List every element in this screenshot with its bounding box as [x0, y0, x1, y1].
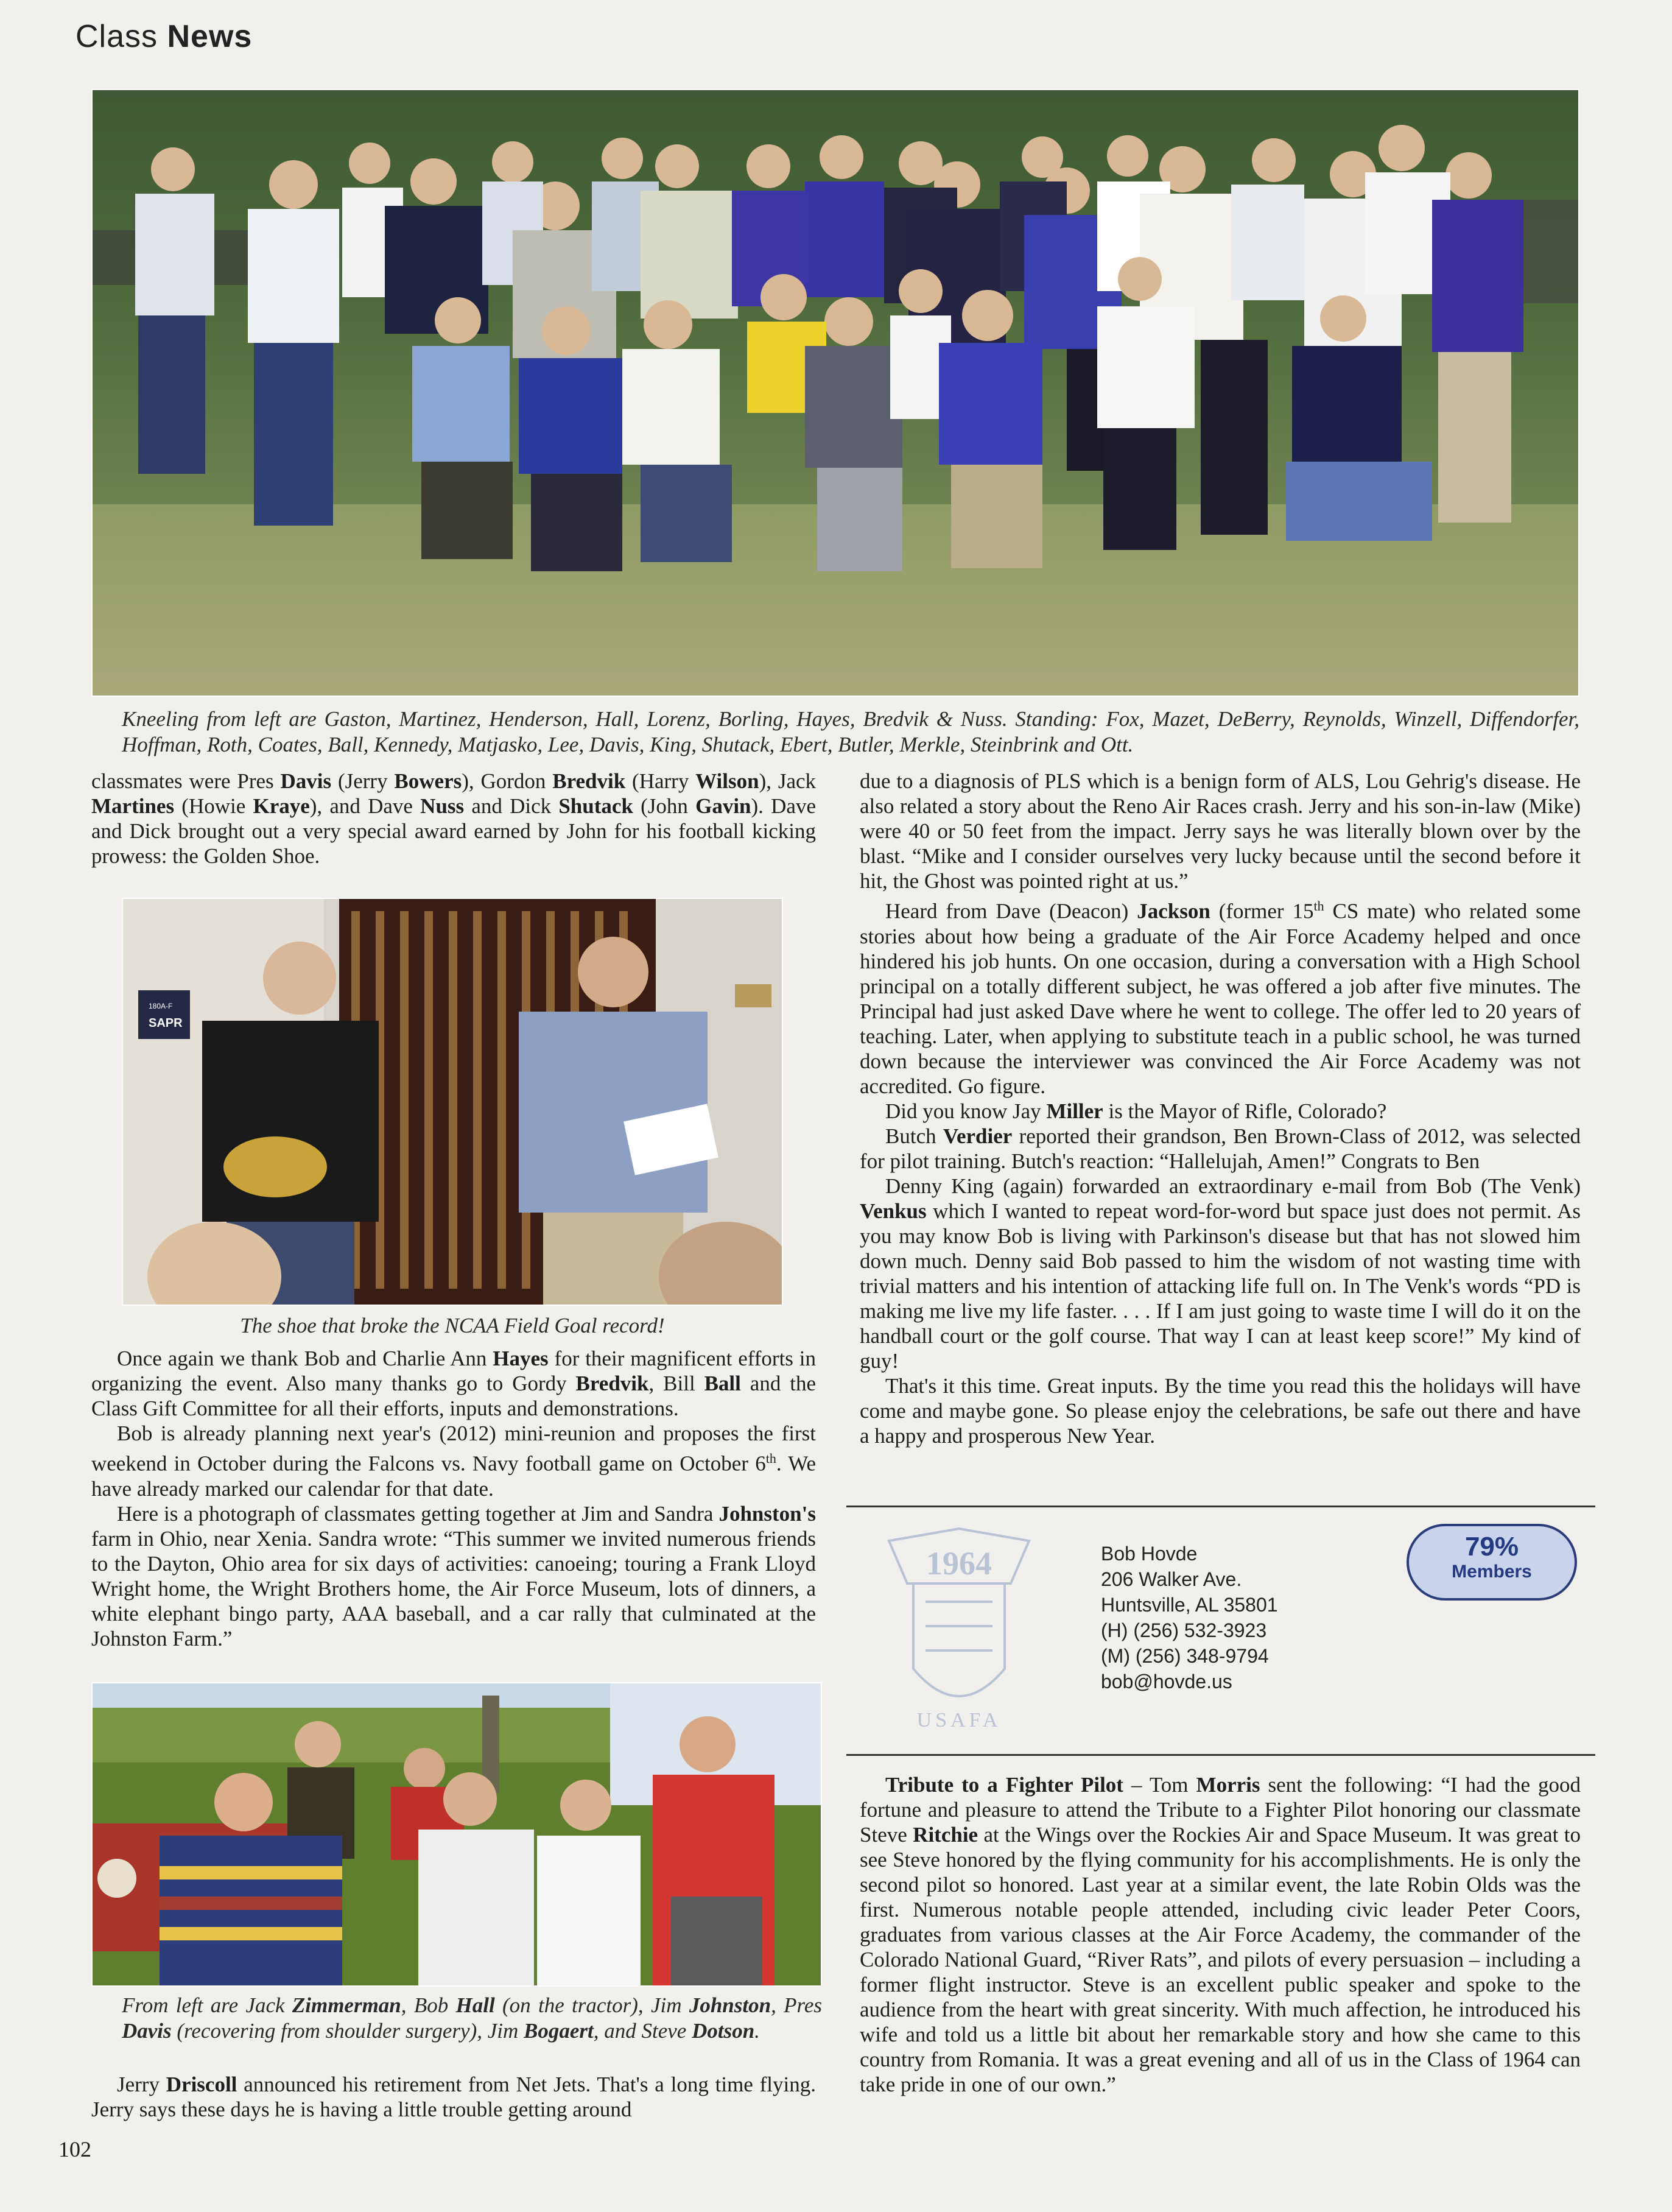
crest-letters: USAFA [916, 1709, 1002, 1731]
left-column-middle [91, 1346, 816, 1651]
crest-year: 1964 [926, 1545, 992, 1582]
paragraph-closing: That's it this time. Great inputs. By the time you read this the holidays will have come and maybe gone. So please enjoy the celebrations, be safe out there and have a happy and prosperous New Year. [860, 1373, 1581, 1448]
paragraph-venkus: Denny King (again) forwarded an extraordinary e-mail from Bob (The Venk) Venkus which I wanted to repeat word-for-word but space just does not permit. As you may know Bob is living with Parkinson's disease but that has not slowed him down much. Denny said Bob passed to him the wisdom of not wasting time with trivial matters and his intention of attacking life full on. In The Venk's words “PD is making me live my life faster. . . . If I am just going to waste time I will do it on the handball court or the golf course. That way I can at least keep score!” My kind of guy! [860, 1174, 1581, 1373]
farm-photo-illustration [93, 1683, 822, 1987]
contact-mobile-phone[interactable]: (M) (256) 348-9794 [1101, 1645, 1269, 1667]
right-column-tribute [860, 1772, 1581, 2097]
contact-top-rule [846, 1506, 1595, 1507]
group-photo-caption: Kneeling from left are Gaston, Martinez, Henderson, Hall, Lorenz, Borling, Hayes, Bredvik & Nuss. Standing: Fox, Mazet, DeBerry, Reynolds, Winzell, Diffendorfer, Hoffman, Roth, Coates, Ball, Kennedy, Matjasko, Lee, Davis, King, Shutack, Ebert, Butler, Merkle, Steinbrink and Ott. [122, 707, 1579, 756]
left-column-bottom [91, 2072, 816, 2122]
paragraph-driscoll: Jerry Driscoll announced his retirement from Net Jets. That's a long time flying. Jerry says these days he is having a little trouble getting around [91, 2073, 816, 2121]
paragraph-next-reunion: Bob is already planning next year's (2012) mini-reunion and proposes the first weekend in October during the Falcons vs. Navy football game on October 6th. We have already marked our calendar for that date. [91, 1421, 816, 1501]
paragraph-thanks: Once again we thank Bob and Charlie Ann Hayes for their magnificent efforts in organizing the event. Also many thanks go to Gordy Bredvik, Bill Ball and the Class Gift Committee for all their efforts, inputs and demonstrations. [91, 1347, 817, 1420]
members-badge [1407, 1524, 1577, 1601]
contact-street: 206 Walker Ave. [1101, 1568, 1242, 1590]
paragraph-miller: Did you know Jay Miller is the Mayor of Rifle, Colorado? [885, 1099, 1387, 1123]
right-column-top [860, 769, 1581, 1448]
section-header [76, 18, 252, 55]
paragraph-classmates: classmates were Pres Davis (Jerry Bowers), Gordon Bredvik (Harry Wilson), Jack Martines (Howie Kraye), and Dave Nuss and Dick Shutack (John Gavin). Dave and Dick brought out a very special award earned by John for his football kicking prowess: the Golden Shoe. [91, 769, 817, 868]
section-header-class: Class [76, 19, 158, 54]
golden-shoe-illustration [123, 899, 783, 1306]
page-number: 102 [58, 2137, 91, 2161]
paragraph-jackson: Heard from Dave (Deacon) Jackson (former 15th CS mate) who related some stories about how being a graduate of the Air Force Academy helped and once hindered his job hunts. On one occasion, during a conversation with a High School principal on a totally different subject, he was offered a job after five minutes. The Principal had just asked Dave where he went to college. The offer led to 20 years of teaching. Later, when applying to substitute teach in a public school, he was turned down because the interviewer was convinced the Air Force Academy was not accredited. Go figure. [860, 898, 1581, 1098]
paragraph-pls: due to a diagnosis of PLS which is a benign form of ALS, Lou Gehrig's disease. He also related a story about the Reno Air Races crash. Jerry and his son-in-law (Mike) were 40 or 50 feet from the impact. Jerry says he was literally blown over by the blast. “Mike and I consider ourselves very lucky because until the second before it hit, the Ghost was pointed right at us.” [860, 769, 1581, 893]
farm-photo [91, 1682, 822, 1987]
contact-email[interactable]: bob@hovde.us [1101, 1671, 1232, 1692]
left-column-top [91, 769, 816, 868]
contact-home-phone[interactable]: (H) (256) 532-3923 [1101, 1619, 1267, 1641]
class-crest [877, 1516, 1041, 1736]
contact-info [1101, 1541, 1357, 1694]
farm-photo-caption: From left are Jack Zimmerman, Bob Hall (on the tractor), Jim Johnston, Pres Davis (recovering from shoulder surgery), Jim Bogaert, and Steve Dotson. [122, 1993, 822, 2043]
sign-line1: 180A-F [149, 1002, 173, 1010]
group-photo-illustration [93, 90, 1579, 697]
members-percent: 79% [1464, 1532, 1519, 1562]
paragraph-tribute: Tribute to a Fighter Pilot – Tom Morris sent the following: “I had the good fortune and pleasure to attend the Tribute to a Fighter Pilot honoring our classmate Steve Ritchie at the Wings over the Rockies Air and Space Museum. It was great to see Steve honored by the flying community for his accomplishments. He is only the second pilot so honored. Last year at a similar event, the late Robin Olds was the first. Numerous notable people attended, including civic leader Peter Coors, graduates from various classes at the Air Force Academy, the commander of the Colorado National Guard, “River Rats”, and pilots of every persuasion – including a former flight instructor. Steve is an excellent public speaker and spoke to the audience from the heart with great sincerity. With much affection, he introduced his wife and told us a little bit about her remarkable story and how she came to this country from Romania. It was a great evening and all of us in the Class of 1964 can take pride in one of our own.” [860, 1773, 1581, 2096]
contact-name: Bob Hovde [1101, 1543, 1198, 1565]
paragraph-johnston-farm: Here is a photograph of classmates getting together at Jim and Sandra Johnston's farm in Ohio, near Xenia. Sandra wrote: “This summer we invited numerous friends to the Dayton, Ohio area for six days of activities: canoeing; touring a Frank Lloyd Wright home, the Wright Brothers home, the Air Force Museum, lots of dinners, a white elephant bingo party, AAA baseball, and a car rally that culminated at the Johnston Farm.” [91, 1501, 816, 1650]
contact-bottom-rule [846, 1754, 1595, 1756]
group-photo [91, 89, 1579, 697]
contact-city: Huntsville, AL 35801 [1101, 1594, 1278, 1616]
golden-shoe-photo [122, 898, 783, 1306]
section-header-news: News [167, 19, 253, 54]
members-label: Members [1452, 1562, 1532, 1582]
paragraph-verdier: Butch Verdier reported their grandson, Ben Brown-Class of 2012, was selected for pilot training. Butch's reaction: “Hallelujah, Amen!” Congrats to Ben [860, 1124, 1581, 1173]
crest-icon [877, 1516, 1041, 1736]
sign-line2: SAPR [149, 1016, 183, 1030]
golden-shoe-caption: The shoe that broke the NCAA Field Goal record! [240, 1314, 665, 1337]
